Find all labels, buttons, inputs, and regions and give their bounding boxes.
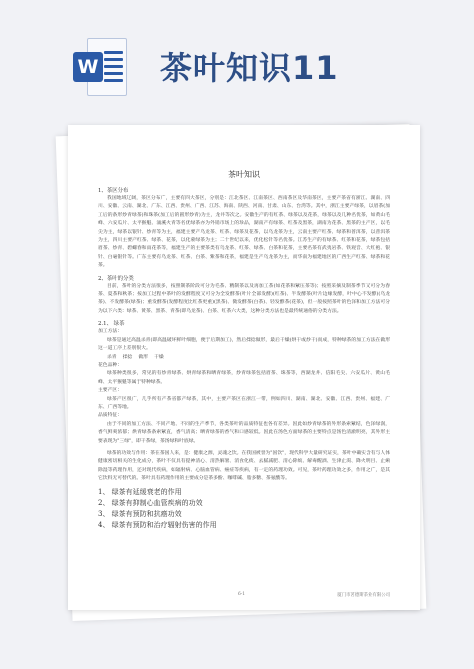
paragraph: 绿茶种类很多，常见的有炒青绿茶、烘青绿茶和晒青绿茶，炒青绿茶包括眉茶、珠茶等，西湖龙井、信阳毛尖、六安瓜片、黄山毛峰、太平猴魁等属于特种绿茶。 [98, 371, 390, 385]
page-heading: 茶叶知识 [228, 170, 260, 179]
paragraph: 绿茶产区很广，几乎所有产茶省都产绿茶，其中，主要产茶区在浙江一带，例如四川、湖南、湖北、安徽、江西、贵州、福建、广东、广西等地。 [98, 396, 390, 410]
list-item: 2、 绿茶有抑制心血管疾病的功效 [98, 498, 203, 507]
paragraph: 我国地域辽阔，茶区分布广，主要有四大茶区，分别是：江北茶区、江南茶区、西南茶区及华南茶区，主要产茶省有浙江、湖南、四川、安徽、云南、湖北、广东、江西、贵州、广西、江苏、海南、陕西、河南、甘肃、山东、台湾等。其中，浙江主要产绿茶，以眉茶(加工后的条形炒青绿茶)和珠茶(加工后的圆形炒青)为主，龙井等次之。安徽生产的有红茶、绿茶以及花茶，绿茶以及几种名优茶，如黄山毛峰、六安瓜片、太平猴魁、涌溪火青等名优绿茶亦为外销市场上的珍品，湖南产有绿茶、红茶及黑茶，湖南为花茶、黑茶的主产区，以毛尖为主，绿茶以银针、炒青等为主，福建主要产乌龙茶、红茶、绿茶及花茶，以乌龙茶为主，云南主要产红茶、绿茶和普洱茶，以普洱茶为主，四川主要产红茶、绿茶、花茶，以化蒙绿茶为主；二十世纪以来，优化松针等名优茶。江苏生产的有绿茶、红茶和花茶，绿茶包括眉茶、炒青、碧螺春和雨花茶等，福建生产的主要茶类有乌龙茶、红茶、绿茶、白茶和花茶，主要名茶有武夷岩茶、铁观音、大红袍、银针、白毫银针等。广东主要有乌龙茶、红茶、白茶、紫茶和花茶，福建是生产乌龙茶为主，而华南为福建地区的广西生产红茶、绿茶和花茶。 [98, 196, 390, 269]
subheading: 主要产区： [98, 388, 122, 394]
subheading: 品质特征： [98, 413, 122, 419]
list-item: 4、 绿茶有预防和治疗辐射伤害的作用 [98, 520, 217, 529]
paragraph: 绿茶的功效与作用：茶在茶国人来，是：健康之源，灵魂之饮。在我国被誉为"国饮"，现代科学大量研究证实，茶叶中确实含有与人体健康密切相关的生化成分，茶叶不仅具有提神清心、清热解暑、消食化痰、去腻减肥、清心除烦、解毒醒酒、生津止渴、降火明目、止痢除湿等药理作用，还对现代疾病，如辐射病、心脑血管病、癌症等疾病，有一定的药理功效。可见，茶叶药理功效之多，作用之广，是其它饮料无可替代的。茶叶具有药理作用的主要成分是茶多酚、咖啡碱、脂多糖、茶氨酸等。 [98, 450, 390, 482]
process-steps: 杀青 揉捻 做形 干燥 [107, 354, 164, 360]
word-file-icon [73, 38, 127, 96]
paragraph: 由于不同的加工方法、不同产地、不同的生产季节，各类茶叶的品质特征也各有差异。因此如炒青绿茶的外形条索紧结，色泽绿润，香气鲜爽浓郁；烘青绿茶条索紧直，香气清高；晒青绿茶的香气和口感较低。因此在汤色方面绿茶的主要特点是汤色清澈明亮，其外形主要表现为"三绿"，即干茶绿，茶汤绿和叶底绿。 [98, 421, 390, 444]
company-name: 厦门市茗德斯茶业有限公司 [337, 593, 390, 598]
paragraph: 绿茶是通过高温杀青(即高温破坏鲜叶细胞，便于后期加工)，然后揉捻做形，最后干燥(烘干或炒干)而成，特种绿茶的加工方法在做形这一道工序上差别很大。 [98, 337, 390, 352]
section-heading: 1、茶区分布 [98, 188, 129, 194]
subheading: 花色品种： [98, 362, 122, 368]
subheading: 加工方法： [98, 329, 122, 335]
section-heading: 2.1、 绿茶 [98, 321, 125, 328]
header [0, 0, 474, 112]
document-page [68, 125, 420, 610]
list-item: 1、 绿茶有延缓衰老的作用 [98, 487, 182, 496]
page-number: 6-1 [238, 592, 246, 597]
section-heading: 2、茶叶的分类 [98, 275, 134, 282]
paragraph: 目前，茶叶的分类方法很多，按照制茶阶段可分为毛茶、精制茶以及再加工茶(如花茶和紧压茶等)；按照采摘及制茶季节又可分为春茶、夏茶和秋茶；按加工过程中茶叶的发酵程度又可分为全发酵茶(叶片全部发酵)(红茶)、半发酵茶(叶片边缘发酵，叶中心不发酵)(乌龙茶)、不发酵茶(绿茶)；重发酵茶(发酵程度比红茶更重)(黑茶)、微发酵茶(白茶)、轻发酵茶(花茶)，但一般按照茶叶的色泽和加工方法可分为以下六类：绿茶、黄茶、黑茶、青茶(即乌龙茶)、白茶、红茶六大类，这种分类方法也是最传统通俗的分类方法。 [98, 283, 390, 314]
document-title: 茶叶知识11 [160, 49, 339, 87]
word-logo-badge: W [73, 52, 103, 82]
list-item: 3、 绿茶有预防和抗癌功效 [98, 509, 182, 518]
